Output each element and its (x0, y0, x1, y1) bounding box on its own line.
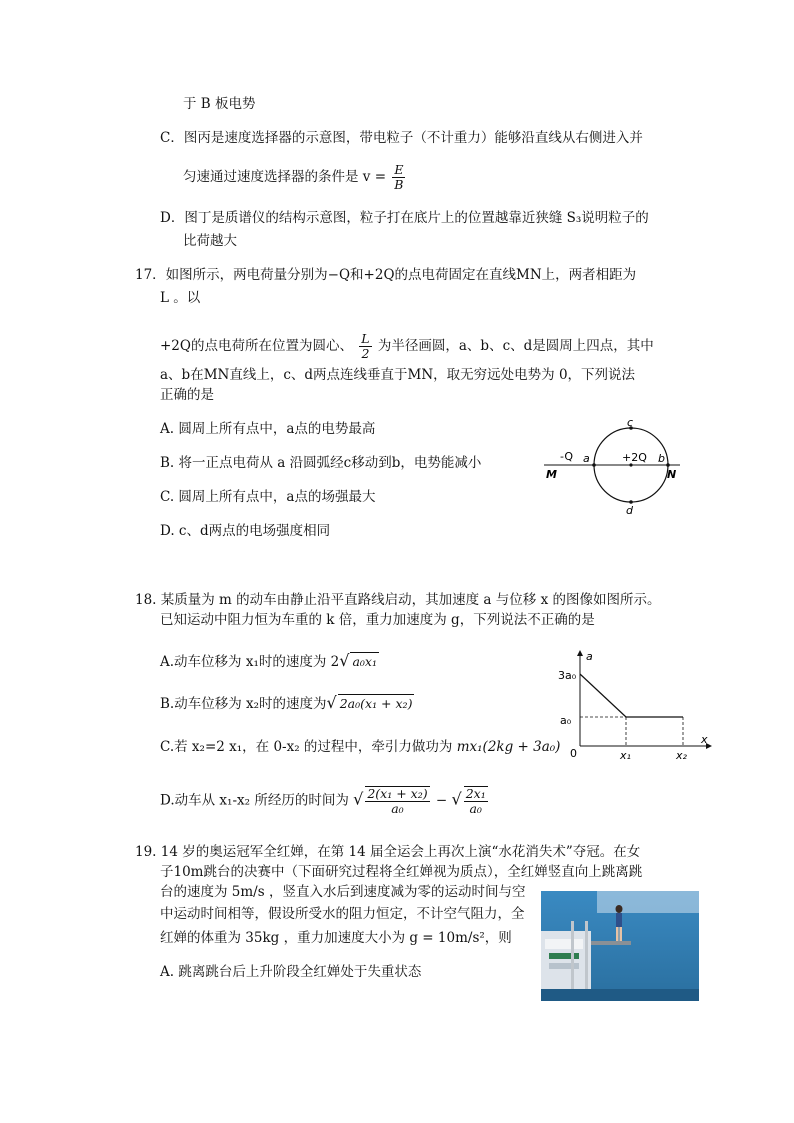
q17-stem-line3a: +2Q的点电荷所在位置为圆心、 (160, 338, 353, 354)
q17-stem-line5: 正确的是 (160, 387, 214, 403)
label-a: a (583, 452, 590, 465)
label-c: c (627, 418, 634, 429)
e-over-b-fraction: $\frac{E}{B}$ (394, 162, 404, 192)
q18-stem-line2: 已知运动中阻力恒为车重的 k 倍，重力加速度为 g，下列说法不正确的是 (160, 612, 595, 628)
q18-option-c (160, 738, 560, 756)
q18-option-b: B.动车位移为 x₂时的速度为√ 2a₀(x₁ + x₂) (160, 693, 413, 712)
label-neg-q: -Q (560, 450, 574, 463)
q18-option-d-frac2: $\frac{\text{2x₁}}{\text{a₀}}$ (465, 786, 486, 816)
q17-stem-line4: a、b在MN直线上，c、d两点连线垂直于MN，取无穷远处电势为 0，下列说法 (160, 367, 636, 383)
q19-option-a: A. 跳离跳台后上升阶段全红婵处于失重状态 (160, 964, 422, 980)
q17-stem-line2: L 。以 (160, 290, 201, 306)
l-over-2-fraction: $\frac{L}{2}$ (361, 331, 370, 361)
tick-a0: a₀ (560, 714, 572, 727)
q19-stem-line5: 红婵的体重为 35kg ，重力加速度大小为 g = 10m/s²，则 (160, 930, 512, 946)
q18-option-c-text: C.若 x₂=2 x₁，在 0-x₂ 的过程中，牵引力做功为 (160, 739, 453, 755)
point-b (666, 463, 670, 467)
tick-origin: 0 (570, 747, 577, 760)
q18-option-b-radicand: 2a₀(x₁ + x₂) (339, 696, 413, 711)
y-axis-label: a (586, 650, 593, 663)
q19-stem-line3: 台的速度为 5m/s ，竖直入水后到速度减为零的运动时间与空 (160, 884, 526, 900)
q19-stem-line4: 中运动时间相等，假设所受水的阻力恒定，不计空气阻力，全 (160, 906, 525, 922)
tick-x1: x₁ (620, 749, 631, 762)
prev-option-c-line1: C．图丙是速度选择器的示意图，带电粒子（不计重力）能够沿直线从右侧进入并 (160, 130, 643, 146)
x-axis-label: x (701, 733, 708, 746)
label-m: M (546, 468, 557, 481)
q18-option-a-radicand: a₀x₁ (352, 654, 377, 669)
q17-stem-line3b: 为半径画圆，a、b、c、d是圆周上四点，其中 (377, 338, 654, 354)
q18-option-d-frac1: $\frac{\text{2(x₁ + x₂)}}{\text{a₀}}$ (367, 786, 428, 816)
q18-option-d-minus: − (435, 792, 448, 809)
tick-x2: x₂ (676, 749, 687, 762)
label-pos-2q: +2Q (622, 451, 647, 464)
tick-3a0: 3a₀ (558, 669, 577, 682)
q17-stem-line3 (160, 332, 654, 361)
label-n: N (667, 468, 677, 481)
prev-option-c-line2 (183, 163, 407, 192)
diver-photo (541, 891, 699, 1001)
q18-a-x-graph (556, 648, 716, 764)
prev-option-c-text: 匀速通过速度选择器的条件是 v = (183, 169, 387, 185)
q18-option-a: A.动车位移为 x₁时的速度为 2√ a₀x₁ (160, 651, 377, 670)
label-d: d (626, 504, 633, 516)
q18-option-d-text: D.动车从 x₁-x₂ 所经历的时间为 (160, 792, 349, 809)
y-axis-arrow (577, 650, 583, 656)
q17-option-d: D. c、d两点的电场强度相同 (160, 523, 331, 539)
prev-b-tail: 于 B 板电势 (183, 96, 256, 112)
q18-option-d: D.动车从 x₁-x₂ 所经历的时间为 √ $\frac{\text{2(x₁ + x₂)}}{\text{a₀}}$ − √ $\frac{\text{2x₁}}{\text{a₀}}$ (160, 786, 486, 816)
prev-option-d-line1: D．图丁是质谱仪的结构示意图，粒子打在底片上的位置越靠近狭缝 S₃说明粒子的 (160, 210, 649, 226)
label-b: b (658, 452, 665, 465)
q19-stem-line1: 19. 14 岁的奥运冠军全红婵，在第 14 届全运会上再次上演“水花消失术”夺冠。在女 (135, 844, 641, 860)
q18-option-b-text: B.动车位移为 x₂时的速度为 (160, 696, 327, 712)
q18-stem-line1: 18. 某质量为 m 的动车由静止沿平直路线启动，其加速度 a 与位移 x 的图像如图所示。 (135, 592, 661, 608)
q18-option-c-expr: mx₁(2kg + 3a₀) (456, 739, 561, 755)
point-a (592, 463, 596, 467)
q17-figure (540, 418, 685, 516)
q17-option-a: A. 圆周上所有点中，a点的电势最高 (160, 421, 376, 437)
segment-decreasing (580, 674, 626, 717)
q17-option-b: B. 将一正点电荷从 a 沿圆弧经c移动到b，电势能减小 (160, 455, 482, 471)
q17-option-c: C. 圆周上所有点中，a点的场强最大 (160, 489, 376, 505)
q18-option-a-text: A.动车位移为 x₁时的速度为 2 (160, 654, 340, 670)
q17-stem-line1: 17．如图所示，两电荷量分别为−Q和+2Q的点电荷固定在直线MN上，两者相距为 (135, 267, 637, 283)
prev-option-d-line2: 比荷越大 (183, 233, 237, 249)
q19-stem-line2: 子10m跳台的决赛中（下面研究过程将全红婵视为质点），全红婵竖直向上跳离跳 (160, 864, 643, 880)
